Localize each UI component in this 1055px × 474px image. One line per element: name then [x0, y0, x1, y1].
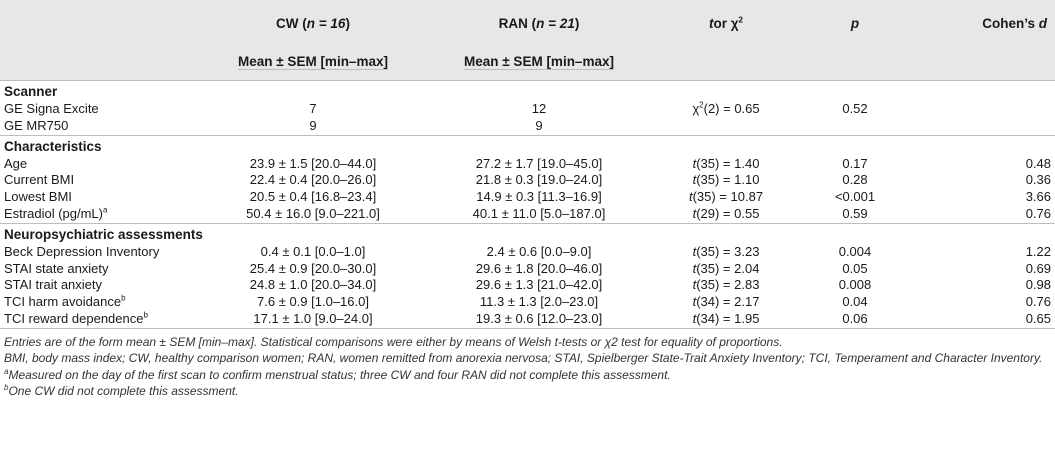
ran-value: 21.8 ± 0.3 [19.0–24.0]	[475, 172, 603, 188]
t-stat: (34) = 1.95	[696, 310, 760, 326]
d-value: 1.22	[1025, 243, 1051, 259]
t-stat: (35) = 2.83	[696, 277, 760, 293]
header-t: t	[709, 15, 714, 31]
t-value	[652, 118, 800, 135]
cw-value: 50.4 ± 16.0 [9.0–221.0]	[246, 205, 380, 221]
row-label-text: Estradiol (pg/mL)	[4, 205, 103, 221]
ran-value: 11.3 ± 1.3 [2.0–23.0]	[479, 294, 599, 310]
p-value: 0.28	[842, 172, 868, 188]
row-label	[0, 311, 200, 328]
row-label	[0, 294, 200, 311]
header-ran-label: RAN	[498, 15, 528, 31]
row-label	[0, 206, 200, 223]
t-stat: (35) = 3.23	[696, 243, 760, 259]
p-value: 0.04	[842, 294, 868, 310]
cw-value: 20.5 ± 0.4 [16.8–23.4]	[249, 189, 377, 205]
d-value: 0.65	[910, 311, 1055, 328]
t-value	[652, 172, 800, 189]
table-row	[0, 206, 1055, 223]
d-value: 0.76	[1025, 294, 1051, 310]
note-abbreviations: BMI, body mass index; CW, healthy comparison women; RAN, women remitted from anorexia nervosa; STAI, Spielberger State-Trait Anxiety Inventory; TCI, Temperament and Character Inventory.	[4, 351, 1043, 366]
section-characteristics: Characteristics	[0, 135, 1055, 156]
header-ran-n: n = 21	[536, 15, 575, 31]
d-value: 0.36	[1025, 172, 1051, 188]
t-symbol: t	[692, 310, 697, 326]
table-row	[0, 277, 1055, 294]
note-b-text: One CW did not complete this assessment.	[8, 384, 239, 399]
d-value: 0.98	[1025, 277, 1051, 293]
d-value: 0.48	[1025, 155, 1051, 171]
cw-value: 9	[309, 117, 317, 133]
subheader-cw: Mean ± SEM [min–max]	[238, 53, 388, 69]
d-value	[910, 118, 1055, 135]
t-symbol: t	[692, 294, 697, 310]
ran-value: 9	[535, 117, 543, 133]
table-notes	[0, 329, 1055, 400]
subheader-ran: Mean ± SEM [min–max]	[464, 53, 614, 69]
note-a-text: Measured on the day of the first scan to confirm menstrual status; three CW and four RAN did not complete this assessment.	[8, 367, 671, 382]
row-label: Current BMI	[4, 172, 75, 188]
note-entries: Entries are of the form mean ± SEM [min–max]. Statistical comparisons were either by means of Welsh t-tests or χ2 test for equality of proportions.	[4, 334, 783, 349]
p-value: 0.004	[838, 243, 872, 259]
table-row	[0, 101, 1055, 118]
t-symbol: t	[692, 277, 697, 293]
cw-value: 7	[309, 101, 317, 116]
row-label: Beck Depression Inventory	[4, 243, 160, 259]
t-value	[652, 244, 800, 261]
header-cw-n: n = 16	[306, 15, 346, 31]
cw-value: 24.8 ± 1.0 [20.0–34.0]	[249, 277, 377, 293]
chi-sup: 2	[699, 100, 704, 110]
section-row	[0, 81, 1055, 102]
row-label: Age	[4, 155, 28, 171]
section-neuro: Neuropsychiatric assessments	[0, 223, 1055, 244]
header-d-pre: Cohen’s	[982, 15, 1039, 31]
row-label: GE Signa Excite	[4, 101, 99, 116]
row-label-text: TCI harm avoidance	[4, 294, 122, 310]
p-value	[800, 118, 910, 135]
header-p-label: p	[850, 15, 860, 31]
note-b-marker: b	[4, 383, 9, 393]
t-stat: (29) = 0.55	[696, 205, 760, 221]
cw-value: 0.4 ± 0.1 [0.0–1.0]	[260, 243, 366, 259]
header-chi-sup: 2	[738, 15, 743, 24]
t-symbol: t	[692, 243, 697, 259]
ran-value: 2.4 ± 0.6 [0.0–9.0]	[486, 243, 592, 259]
footnote-marker: a	[102, 205, 108, 215]
d-value: 0.76	[1025, 205, 1051, 221]
header-t-chi	[652, 0, 800, 42]
table-row	[0, 172, 1055, 189]
row-label: STAI state anxiety	[4, 260, 109, 276]
ran-value: 27.2 ± 1.7 [19.0–45.0]	[475, 155, 603, 171]
t-value	[652, 311, 800, 328]
table-row	[0, 189, 1055, 206]
row-label-text: TCI reward dependence	[4, 310, 144, 326]
t-value	[652, 206, 800, 223]
header-d	[910, 0, 1055, 42]
table-row	[0, 118, 1055, 135]
t-symbol: t	[692, 155, 697, 171]
t-symbol: t	[692, 205, 697, 221]
cw-value: 22.4 ± 0.4 [20.0–26.0]	[249, 172, 377, 188]
chi-symbol: χ	[692, 101, 700, 116]
header-ran: RAN (n = 21)	[426, 0, 652, 42]
cw-value: 7.6 ± 0.9 [1.0–16.0]	[257, 294, 369, 310]
p-value: <0.001	[834, 189, 876, 205]
d-value: 0.69	[1025, 260, 1051, 276]
footnote-marker: b	[121, 293, 126, 303]
section-row	[0, 135, 1055, 156]
cw-value: 23.9 ± 1.5 [20.0–44.0]	[249, 155, 377, 171]
p-value: 0.06	[800, 311, 910, 328]
header-cw-label: CW	[276, 15, 299, 31]
header-d-label: d	[1038, 15, 1047, 31]
table-row	[0, 294, 1055, 311]
t-symbol: t	[688, 189, 693, 205]
table-row	[0, 261, 1055, 278]
footnote-marker: b	[143, 310, 148, 320]
t-symbol: t	[692, 172, 697, 188]
table-header	[0, 0, 1055, 81]
t-stat: (35) = 10.87	[692, 189, 764, 205]
section-row	[0, 223, 1055, 244]
t-stat: (35) = 1.10	[696, 172, 760, 188]
d-value: 3.66	[1025, 189, 1051, 205]
note-b	[4, 384, 1051, 400]
p-value: 0.59	[842, 205, 868, 221]
section-scanner: Scanner	[0, 81, 1055, 102]
t-stat: (34) = 2.17	[696, 294, 760, 310]
header-or-chi: or χ	[713, 15, 739, 31]
t-value	[652, 101, 800, 118]
p-value: 0.17	[842, 155, 868, 171]
t-symbol: t	[692, 260, 697, 276]
ran-value: 29.6 ± 1.8 [20.0–46.0]	[475, 260, 603, 276]
ran-value: 29.6 ± 1.3 [21.0–42.0]	[475, 277, 603, 293]
table-row	[0, 156, 1055, 173]
note-a	[4, 368, 1051, 384]
chi-rest: (2) = 0.65	[703, 101, 760, 116]
p-value: 0.52	[842, 101, 868, 116]
t-value	[652, 156, 800, 173]
header-cw: CW (n = 16)	[200, 0, 426, 42]
p-value: 0.05	[842, 260, 868, 276]
ran-value: 14.9 ± 0.3 [11.3–16.9]	[476, 189, 602, 205]
t-value	[652, 261, 800, 278]
ran-value: 19.3 ± 0.6 [12.0–23.0]	[426, 311, 652, 328]
note-a-marker: a	[4, 366, 9, 376]
t-value	[652, 189, 800, 206]
t-stat: (35) = 2.04	[696, 260, 760, 276]
table-row	[0, 311, 1055, 328]
p-value: 0.008	[838, 277, 872, 293]
ran-value: 12	[531, 101, 547, 116]
t-value	[652, 294, 800, 311]
row-label: STAI trait anxiety	[4, 277, 103, 293]
row-label: GE MR750	[4, 117, 69, 133]
t-value	[652, 277, 800, 294]
header-p	[800, 0, 910, 42]
d-value	[910, 101, 1055, 118]
row-label: Lowest BMI	[4, 189, 72, 205]
header-blank	[0, 0, 200, 42]
cw-value: 17.1 ± 1.0 [9.0–24.0]	[200, 311, 426, 328]
cw-value: 25.4 ± 0.9 [20.0–30.0]	[249, 260, 377, 276]
table-row	[0, 244, 1055, 261]
ran-value: 40.1 ± 11.0 [5.0–187.0]	[472, 205, 606, 221]
t-stat: (35) = 1.40	[696, 155, 760, 171]
